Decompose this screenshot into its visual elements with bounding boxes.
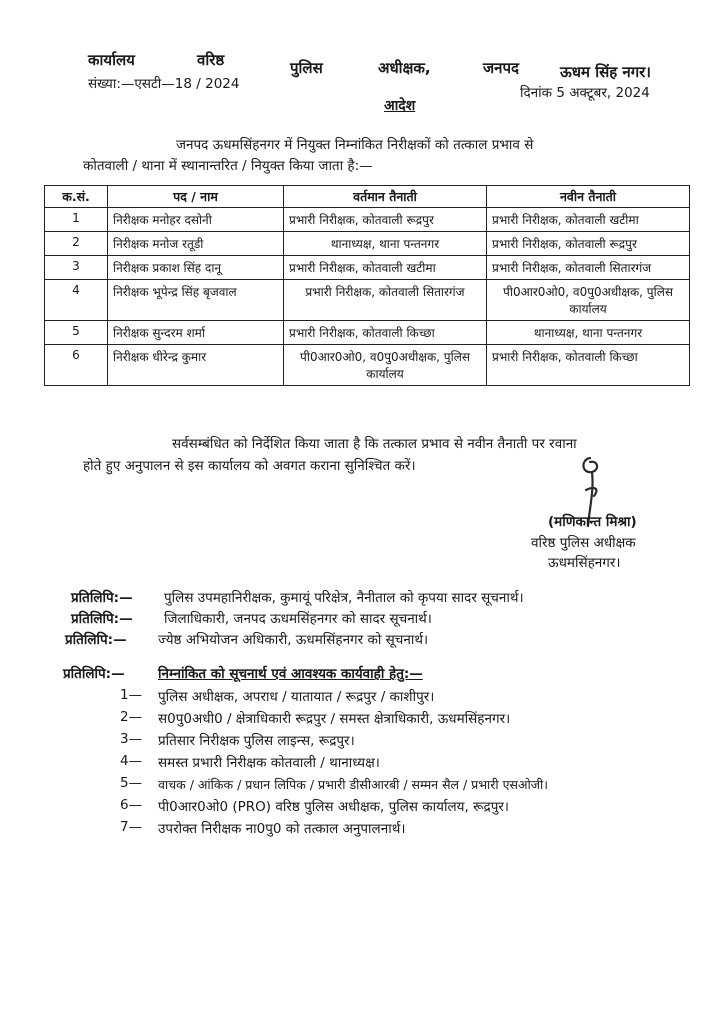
- row-current-posting: प्रभारी निरीक्षक, कोतवाली सितारगंज: [284, 280, 487, 321]
- order-number: संख्या:—एसटी—18 / 2024: [88, 76, 240, 92]
- table-row: [45, 345, 690, 386]
- table-row: [45, 256, 690, 280]
- directive-line-2: होते हुए अनुपालन से इस कार्यालय को अवगत कराना सुनिश्चित करें।: [83, 458, 416, 474]
- row-new-posting: पी0आर0ओ0, व0पु0अधीक्षक, पुलिस कार्यालय: [487, 280, 690, 321]
- action-item: पी0आर0ओ0 (PRO) वरिष्ठ पुलिस अधीक्षक, पुलिस कार्यालय, रूद्रपुर।: [158, 799, 510, 815]
- header-new-posting: नवीन तैनाती: [487, 186, 690, 208]
- row-new-posting: थानाध्यक्ष, थाना पन्तनगर: [487, 321, 690, 345]
- order-date: दिनांक 5 अक्टूबर, 2024: [520, 85, 650, 101]
- transfer-table: [44, 185, 690, 386]
- action-item: समस्त प्रभारी निरीक्षक कोतवाली / थानाध्यक्ष।: [158, 755, 380, 771]
- action-item: वाचक / आंकिक / प्रधान लिपिक / प्रभारी डीसीआरबी / सम्मन सैल / प्रभारी एसओजी।: [158, 777, 549, 792]
- intro-line-2: कोतवाली / थाना में स्थानान्तरित / नियुक्त किया जाता है:—: [83, 158, 373, 174]
- copy-item-2: जिलाधिकारी, जनपद ऊधमसिंहनगर को सादर सूचनार्थ।: [164, 611, 432, 627]
- row-current-posting: थानाध्यक्ष, थाना पन्तनगर: [284, 232, 487, 256]
- row-name: निरीक्षक धीरेन्द्र कुमार: [108, 345, 284, 386]
- row-serial: 1: [45, 208, 108, 232]
- row-current-posting: प्रभारी निरीक्षक, कोतवाली खटीमा: [284, 256, 487, 280]
- row-name: निरीक्षक मनोज रतूडी: [108, 232, 284, 256]
- copy-item-1: पुलिस उपमहानिरीक्षक, कुमायूं परिक्षेत्र, नैनीताल को कृपया सादर सूचनार्थ।: [164, 590, 524, 606]
- row-serial: 2: [45, 232, 108, 256]
- action-number: 1—: [120, 687, 143, 703]
- row-current-posting: प्रभारी निरीक्षक, कोतवाली रूद्रपुर: [284, 208, 487, 232]
- row-serial: 6: [45, 345, 108, 386]
- row-new-posting: प्रभारी निरीक्षक, कोतवाली खटीमा: [487, 208, 690, 232]
- header-serial: क.सं.: [45, 186, 108, 208]
- row-current-posting: पी0आर0ओ0, व0पु0अधीक्षक, पुलिस कार्यालय: [284, 345, 487, 386]
- copy-item-3: ज्येष्ठ अभियोजन अधिकारी, ऊधमसिंहनगर को सूचनार्थ।: [158, 632, 429, 648]
- action-item: प्रतिसार निरीक्षक पुलिस लाइन्स, रूद्रपुर।: [158, 733, 355, 749]
- row-serial: 3: [45, 256, 108, 280]
- action-number: 3—: [120, 731, 143, 747]
- action-number: 7—: [120, 819, 143, 835]
- row-name: निरीक्षक मनोहर दसोनी: [108, 208, 284, 232]
- header-office: कार्यालय: [88, 51, 135, 69]
- header-superintendent: अधीक्षक,: [378, 59, 431, 77]
- copy-label-1: प्रतिलिपि:—: [71, 590, 133, 606]
- row-name: निरीक्षक भूपेन्द्र सिंह बृजवाल: [108, 280, 284, 321]
- action-number: 6—: [120, 797, 143, 813]
- table-header-row: [45, 186, 690, 208]
- header-police: पुलिस: [290, 59, 323, 77]
- header-name: पद / नाम: [108, 186, 284, 208]
- action-item: उपरोक्त निरीक्षक ना0पु0 को तत्काल अनुपालनार्थ।: [158, 821, 406, 837]
- signatory-place: ऊधमसिंहनगर।: [548, 555, 621, 571]
- action-item: स0पु0अधी0 / क्षेत्राधिकारी रूद्रपुर / समस्त क्षेत्राधिकारी, ऊधमसिंहनगर।: [158, 711, 511, 727]
- directive-line-1: सर्वसम्बंधित को निर्देशित किया जाता है कि तत्काल प्रभाव से नवीन तैनाती पर रवाना: [172, 436, 577, 452]
- order-title: आदेश: [384, 98, 416, 114]
- header-place: ऊधम सिंह नगर।: [560, 63, 651, 81]
- copy-label-action: प्रतिलिपि:—: [63, 666, 125, 682]
- row-new-posting: प्रभारी निरीक्षक, कोतवाली रूद्रपुर: [487, 232, 690, 256]
- table-row: [45, 280, 690, 321]
- row-name: निरीक्षक प्रकाश सिंह दानू: [108, 256, 284, 280]
- table-row: [45, 208, 690, 232]
- action-heading: निम्नांकित को सूचनार्थ एवं आवश्यक कार्यवाही हेतु:—: [158, 666, 423, 682]
- row-name: निरीक्षक सुन्दरम शर्मा: [108, 321, 284, 345]
- intro-line-1: जनपद ऊधमसिंहनगर में नियुक्त निम्नांकित निरीक्षकों को तत्काल प्रभाव से: [176, 137, 534, 153]
- header-senior: वरिष्ठ: [197, 51, 225, 69]
- row-new-posting: प्रभारी निरीक्षक, कोतवाली किच्छा: [487, 345, 690, 386]
- signatory-name: (मणिकान्त मिश्रा): [548, 514, 637, 530]
- header-district: जनपद: [483, 59, 519, 77]
- row-serial: 5: [45, 321, 108, 345]
- row-current-posting: प्रभारी निरीक्षक, कोतवाली किच्छा: [284, 321, 487, 345]
- row-serial: 4: [45, 280, 108, 321]
- copy-label-3: प्रतिलिपि:—: [65, 632, 127, 648]
- table-row: [45, 321, 690, 345]
- action-number: 5—: [120, 775, 143, 791]
- action-item: पुलिस अधीक्षक, अपराध / यातायात / रूद्रपुर / काशीपुर।: [158, 689, 435, 705]
- action-number: 2—: [120, 709, 143, 725]
- copy-label-2: प्रतिलिपि:—: [71, 611, 133, 627]
- action-number: 4—: [120, 753, 143, 769]
- row-new-posting: प्रभारी निरीक्षक, कोतवाली सितारगंज: [487, 256, 690, 280]
- header-current-posting: वर्तमान तैनाती: [284, 186, 487, 208]
- table-row: [45, 232, 690, 256]
- signatory-designation: वरिष्ठ पुलिस अधीक्षक: [531, 535, 636, 551]
